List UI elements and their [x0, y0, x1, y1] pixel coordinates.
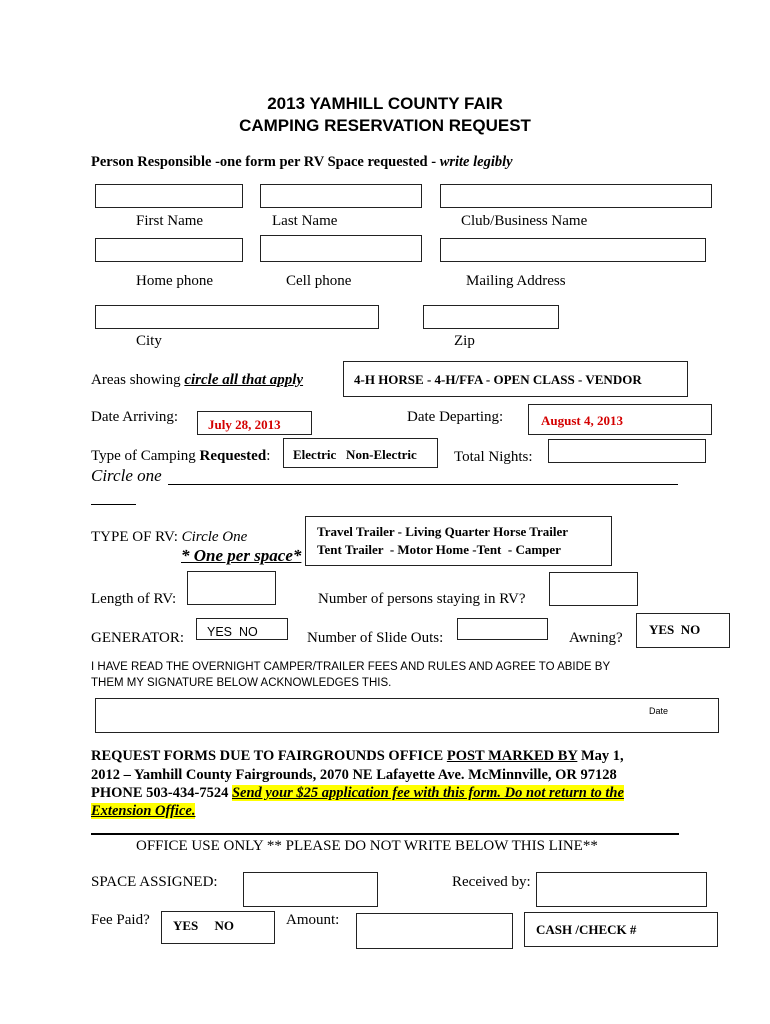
rv-type-circle: Circle One — [181, 529, 248, 545]
rv-length-input[interactable] — [187, 571, 276, 605]
areas-options-box[interactable] — [343, 361, 688, 397]
home-phone-input[interactable] — [95, 238, 243, 262]
title-line-1: 2013 YAMHILL COUNTY FAIR — [267, 94, 503, 113]
last-name-input[interactable] — [260, 184, 422, 208]
cash-check-label: CASH /CHECK # — [536, 922, 637, 937]
intro-instruction: Person Responsible -one form per RV Space requested - — [91, 154, 440, 170]
club-business-label: Club/Business Name — [461, 213, 588, 229]
notice-line-1 — [91, 748, 624, 765]
date-departing-label: Date Departing: — [407, 409, 504, 425]
awning-label: Awning? — [569, 630, 623, 646]
circle-one-label: Circle one — [91, 466, 162, 485]
first-name-label: First Name — [136, 213, 204, 229]
awning-options: YES NO — [649, 622, 701, 637]
date-label: Date — [649, 706, 669, 716]
camping-type-prefix: Type of Camping — [91, 448, 200, 464]
one-per-space-text: * One per space* — [181, 546, 302, 565]
rv-length-label: Length of RV: — [91, 591, 177, 607]
notice-fee-highlight: Send your $25 application fee with this form. Do not return to the — [231, 785, 624, 801]
rv-options-line-2: Tent Trailer - Motor Home -Tent - Camper — [317, 542, 561, 557]
rv-type-text: TYPE OF RV: — [91, 529, 182, 545]
date-arriving-value: July 28, 2013 — [208, 417, 281, 432]
space-assigned-input[interactable] — [243, 872, 378, 907]
generator-options: YES NO — [207, 625, 258, 639]
home-phone-label: Home phone — [136, 273, 214, 289]
cell-phone-input[interactable] — [260, 235, 422, 262]
date-arriving-input[interactable] — [197, 411, 312, 435]
mailing-address-label: Mailing Address — [466, 273, 566, 289]
intro-write-legibly: write legibly — [439, 154, 513, 170]
notice-line-3 — [91, 785, 624, 802]
rv-type-label — [91, 529, 247, 546]
cash-check-box[interactable] — [524, 912, 718, 947]
office-divider — [91, 833, 679, 835]
areas-instruction: circle all that apply — [184, 372, 304, 388]
persons-input[interactable] — [549, 572, 638, 606]
camping-options: Electric Non-Electric — [293, 447, 417, 462]
notice-line-1a: REQUEST FORMS DUE TO FAIRGROUNDS OFFICE — [91, 748, 447, 764]
short-rule — [91, 504, 136, 505]
slideouts-input[interactable] — [457, 618, 548, 640]
first-name-input[interactable] — [95, 184, 243, 208]
awning-options-box[interactable] — [636, 613, 730, 648]
zip-label: Zip — [454, 333, 475, 349]
circle-one-rule — [168, 484, 678, 485]
camping-type-bold: Requested — [199, 448, 267, 464]
areas-options: 4-H HORSE - 4-H/FFA - OPEN CLASS - VENDOR — [354, 372, 642, 387]
slideouts-label: Number of Slide Outs: — [307, 630, 444, 646]
areas-label — [91, 372, 303, 389]
fee-paid-options-box[interactable] — [161, 911, 275, 944]
date-departing-input[interactable] — [528, 404, 712, 435]
agreement-line-2: THEM MY SIGNATURE BELOW ACKNOWLEDGES THIS. — [91, 677, 392, 689]
notice-line-2: 2012 – Yamhill County Fairgrounds, 2070 NE Lafayette Ave. McMinnville, OR 97128 — [91, 767, 617, 783]
zip-input[interactable] — [423, 305, 559, 329]
club-business-input[interactable] — [440, 184, 712, 208]
amount-label: Amount: — [286, 912, 340, 928]
total-nights-input[interactable] — [548, 439, 706, 463]
notice-line-1c: May 1, — [577, 748, 624, 764]
date-arriving-label: Date Arriving: — [91, 409, 179, 425]
fee-paid-label: Fee Paid? — [91, 912, 150, 928]
camping-type-suffix: : — [266, 448, 271, 464]
notice-phone: PHONE 503-434-7524 — [91, 785, 232, 801]
cell-phone-label: Cell phone — [286, 273, 352, 289]
rv-options-line-1: Travel Trailer - Living Quarter Horse Trailer — [317, 524, 569, 539]
intro-text — [91, 154, 513, 171]
persons-label: Number of persons staying in RV? — [318, 591, 526, 607]
notice-extension-office: Extension Office. — [91, 803, 196, 819]
amount-input[interactable] — [356, 913, 513, 949]
last-name-label: Last Name — [272, 213, 338, 229]
space-assigned-label: SPACE ASSIGNED: — [91, 874, 218, 890]
signature-input[interactable] — [95, 698, 719, 733]
fee-paid-options: YES NO — [173, 918, 235, 933]
mailing-address-input[interactable] — [440, 238, 706, 262]
notice-postmarked: POST MARKED BY — [446, 748, 578, 764]
received-by-label: Received by: — [452, 874, 531, 890]
office-heading: OFFICE USE ONLY ** PLEASE DO NOT WRITE BELOW THIS LINE** — [136, 838, 598, 854]
city-input[interactable] — [95, 305, 379, 329]
camping-type-label — [91, 448, 270, 465]
title-line-2: CAMPING RESERVATION REQUEST — [239, 116, 531, 135]
received-by-input[interactable] — [536, 872, 707, 907]
agreement-line-1: I HAVE READ THE OVERNIGHT CAMPER/TRAILER FEES AND RULES AND AGREE TO ABIDE BY — [91, 661, 611, 673]
camping-options-box[interactable] — [283, 438, 438, 468]
date-departing-value: August 4, 2013 — [541, 413, 623, 428]
generator-label: GENERATOR: — [91, 630, 185, 646]
city-label: City — [136, 333, 162, 349]
generator-options-box[interactable] — [196, 618, 288, 640]
areas-label-text: Areas showing — [91, 372, 185, 388]
total-nights-label: Total Nights: — [454, 449, 533, 465]
one-per-space — [181, 546, 301, 566]
notice-line-4 — [91, 803, 195, 820]
rv-options-box[interactable] — [305, 516, 612, 566]
